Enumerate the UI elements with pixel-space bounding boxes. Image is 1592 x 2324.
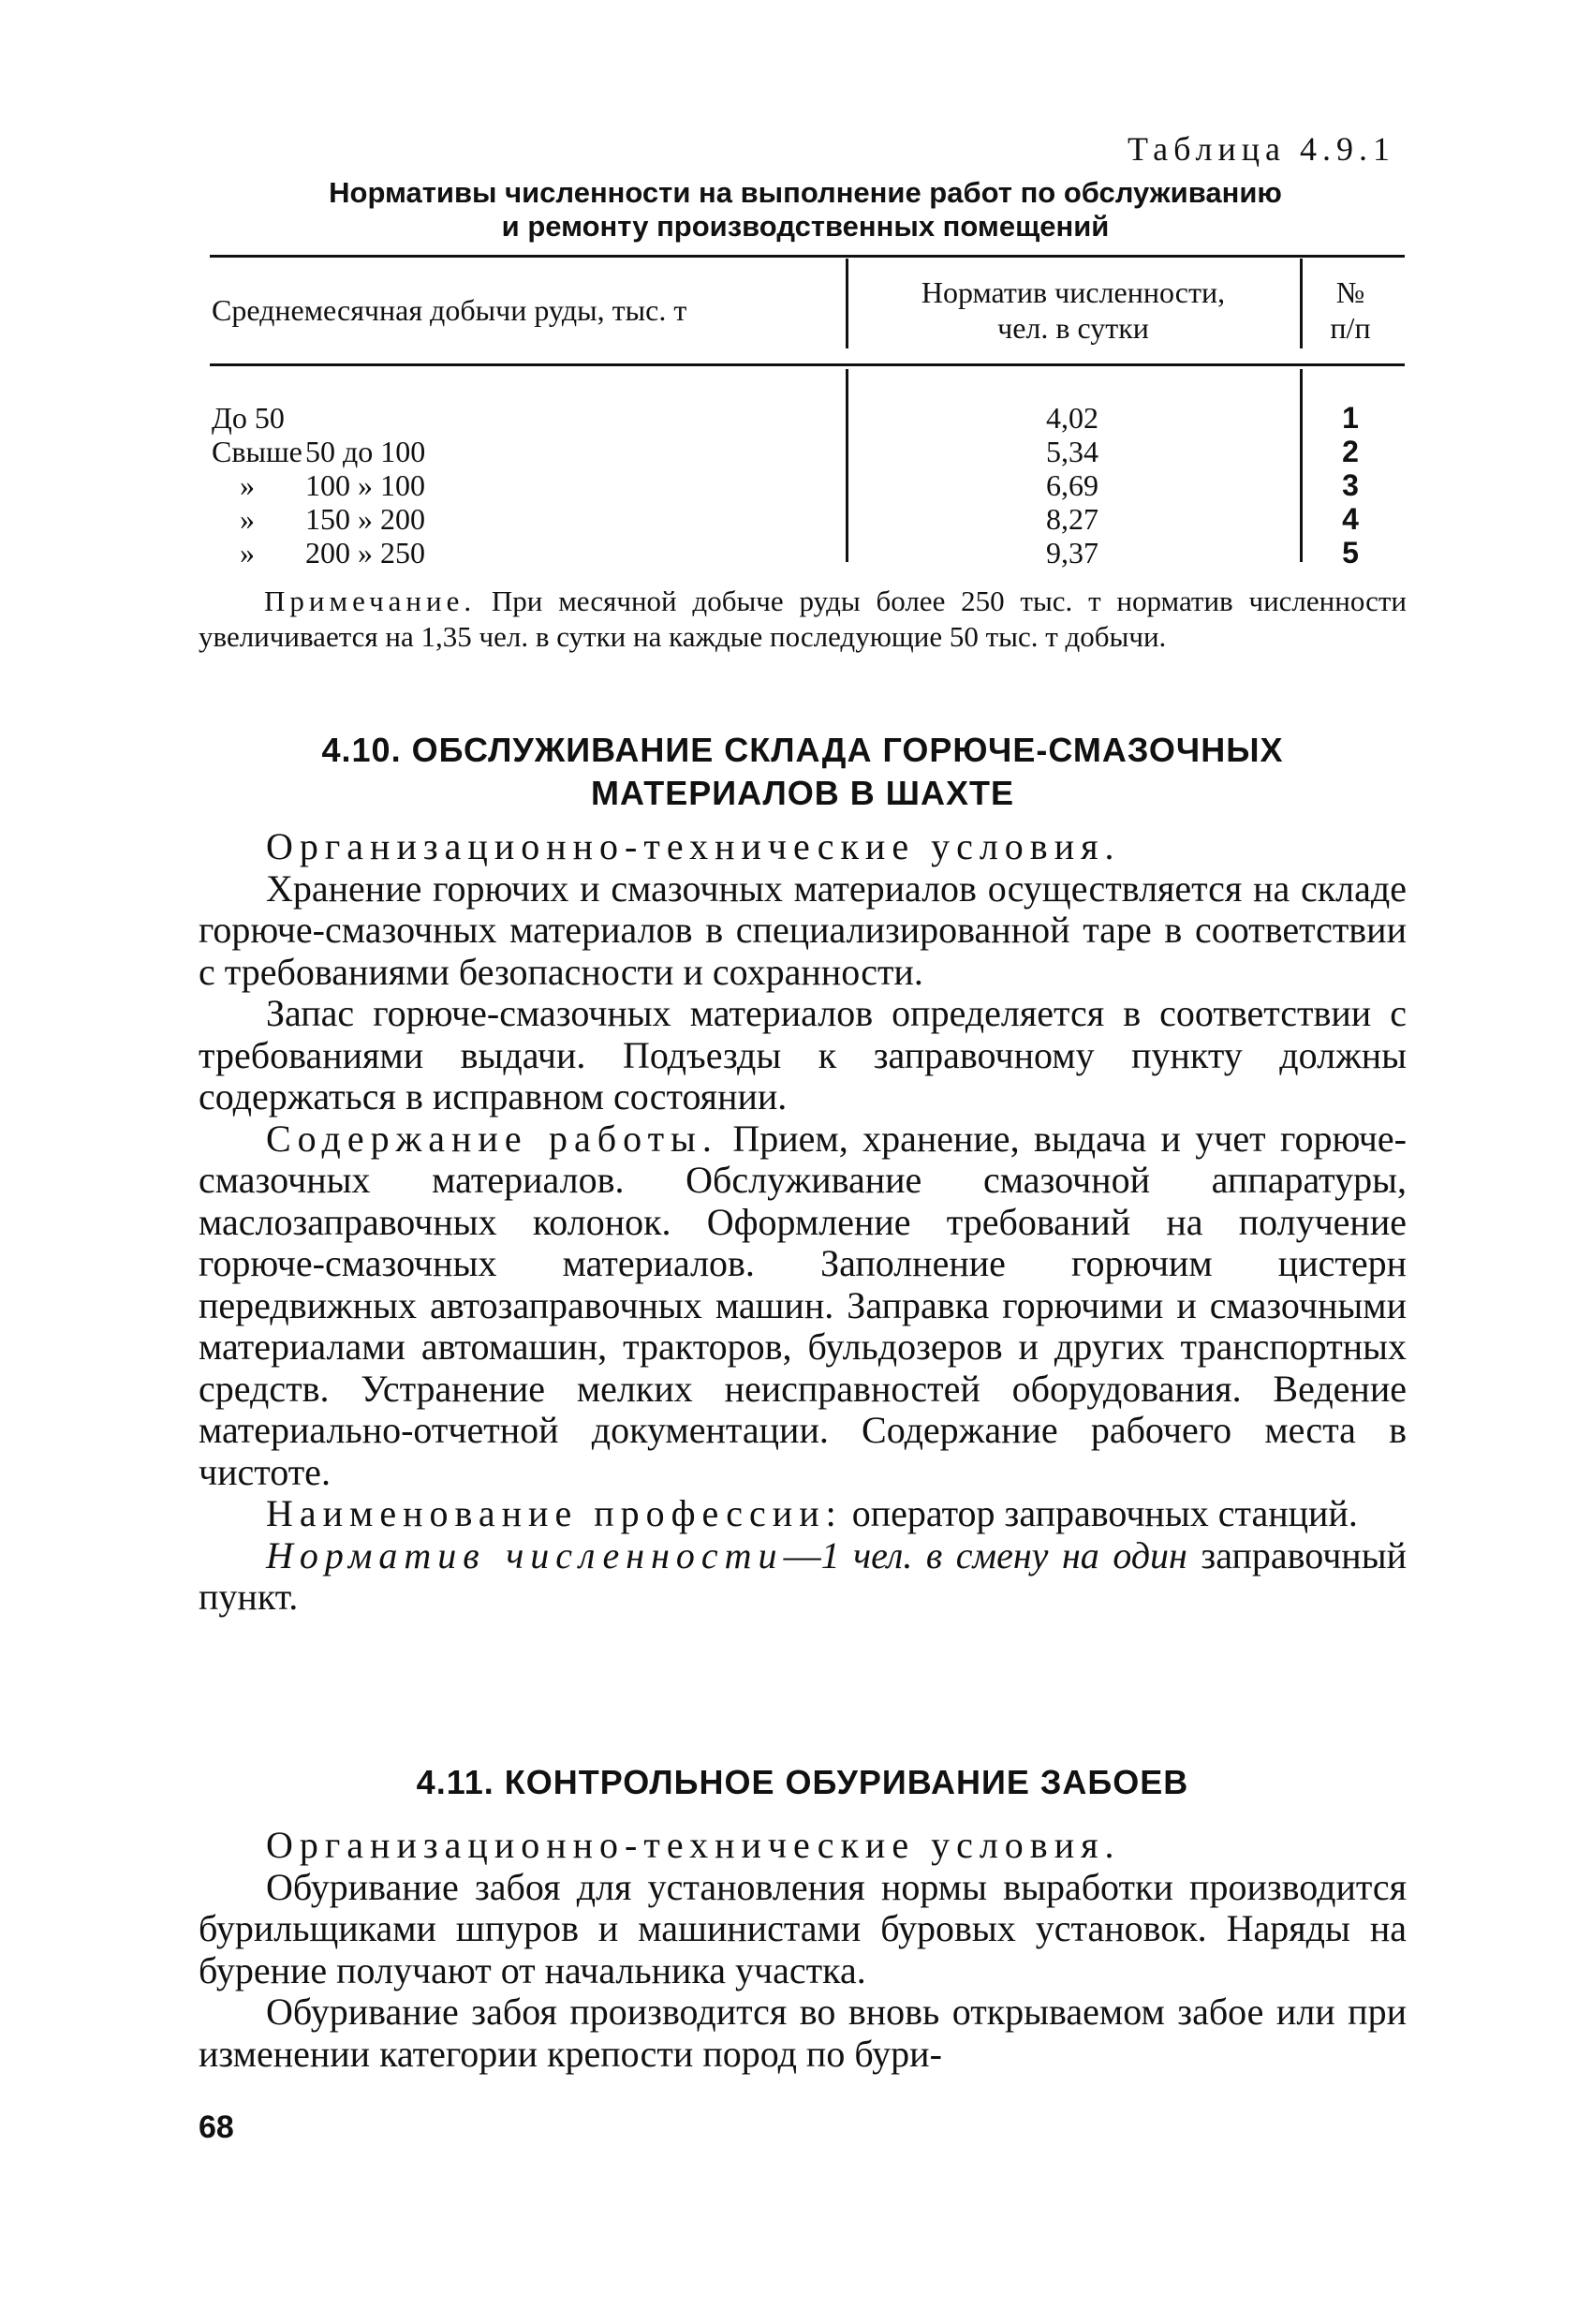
section-4-11-paragraph-2: Обуривание забоя производится во вновь открываемом забое или при изменении категории крепости пород по бури- <box>199 1991 1407 2075</box>
norm-dash: — <box>783 1533 821 1576</box>
section-4-11-org-label: Организационно-технические условия. <box>266 1824 1121 1866</box>
table-column-staff-norms <box>848 401 1297 570</box>
table-header-row-number-line-2: п/п <box>1330 311 1371 345</box>
table-top-rule <box>210 255 1405 258</box>
row-number: 2 <box>1342 435 1359 468</box>
range-value: 100 » 100 <box>305 468 425 502</box>
table-title <box>206 176 1405 244</box>
section-4-10-title-line-1: 4.10. ОБСЛУЖИВАНИЕ СКЛАДА ГОРЮЧЕ-СМАЗОЧНЫХ <box>321 731 1284 769</box>
table-header-ore-output: Среднемесячная добычи руды, тыс. т <box>212 293 687 327</box>
table-header-row-number <box>1304 274 1397 346</box>
norm-value: 1 чел. в смену на один <box>820 1533 1187 1576</box>
section-4-11-paragraph-1: Обуривание забоя для установления нормы выработки производится бурильщиками шпуров и машинистами буровых установок. Наряды на бурение получают от начальника участка. <box>199 1865 1407 1991</box>
section-4-10-content <box>199 1118 1407 1494</box>
table-header-staff-norm-line-2: чел. в сутки <box>997 311 1149 345</box>
section-4-11-title: 4.11. КОНТРОЛЬНОЕ ОБУРИВАНИЕ ЗАБОЕВ <box>416 1763 1189 1801</box>
content-text: Прием, хранение, выдача и учет горюче-смазочных материалов. Обслуживание смазочной аппаратуры, маслозаправочных колонок. Оформление требований на получение горюче-смазочных материалов. Заполнение горючим цистерн передвижных автозаправочных машин. Заправка горючими и смазочными материалами автомашин, тракторов, бульдозеров и других транспортных средств. Устранение мелких неисправностей оборудования. Ведение материально-отчетной документации. Содержание рабочего места в чистоте. <box>199 1117 1407 1493</box>
table-header-staff-norm <box>848 274 1298 346</box>
table-note-label: Примечание. <box>264 585 477 617</box>
range-prefix: » <box>240 468 255 502</box>
section-4-11-body <box>199 1825 1407 2075</box>
section-4-10-paragraph-1: Хранение горючих и смазочных материалов осуществляется на складе горюче-смазочных материалов в специализированной таре в соответствии с требованиями безопасности и сохранности. <box>199 866 1407 993</box>
section-4-10-org-label: Организационно-технические условия. <box>266 825 1121 867</box>
section-4-10-norm <box>199 1535 1407 1619</box>
table-column-ore-ranges <box>212 401 425 570</box>
norm-label: Норматив численности <box>266 1533 784 1576</box>
row-number: 3 <box>1342 468 1359 502</box>
range-value: 150 » 200 <box>305 502 425 536</box>
staff-norm-value: 6,69 <box>1046 468 1098 502</box>
table-note <box>199 584 1407 655</box>
profession-label: Наименование профессии: <box>266 1492 843 1534</box>
table-body-divider-2 <box>1300 369 1303 562</box>
section-4-10-body <box>199 826 1407 1619</box>
staff-norm-value: 9,37 <box>1046 536 1098 570</box>
table-title-line-2: и ремонту производственных помещений <box>501 210 1110 243</box>
table-row <box>212 502 425 536</box>
table-row <box>212 536 425 570</box>
row-number: 4 <box>1342 502 1359 536</box>
table-note-text: При месячной добыче руды более 250 тыс. т норматив численности увеличивается на 1,35 чел. в сутки на каждые последующие 50 тыс. т добычи. <box>199 585 1408 653</box>
range-prefix: » <box>240 502 255 536</box>
table-header-staff-norm-line-1: Норматив численности, <box>921 275 1226 309</box>
table-title-line-1: Нормативы численности на выполнение работ по обслуживанию <box>329 176 1282 209</box>
range-prefix: Свыше <box>212 435 302 468</box>
table-header-row-number-line-1: № <box>1335 275 1365 309</box>
table-row <box>212 468 425 502</box>
table-header-divider-2 <box>1300 259 1303 348</box>
table-row <box>212 401 425 435</box>
staff-norm-value: 4,02 <box>1046 401 1098 435</box>
table-label: Таблица 4.9.1 <box>1128 130 1395 168</box>
staff-norm-value: 8,27 <box>1046 502 1098 536</box>
section-4-10-title-line-2: МАТЕРИАЛОВ В ШАХТЕ <box>591 774 1014 812</box>
section-4-10-profession <box>199 1493 1407 1535</box>
range-value: 50 до 100 <box>305 435 426 468</box>
page-number: 68 <box>199 2109 234 2145</box>
profession-text: оператор заправочных станций. <box>851 1492 1358 1534</box>
table-column-row-numbers <box>1304 401 1397 570</box>
content-label: Содержание работы. <box>266 1117 718 1160</box>
section-4-10-paragraph-2: Запас горюче-смазочных материалов определяется в соответствии с требованиями выдачи. Подъезды к заправочному пункту должны содержаться в исправном состоянии. <box>199 992 1407 1118</box>
table-header-rule <box>210 363 1405 366</box>
row-number: 1 <box>1342 401 1359 435</box>
section-4-10-title <box>199 729 1407 815</box>
row-number: 5 <box>1342 536 1359 570</box>
range-prefix: До 50 <box>212 401 285 435</box>
range-prefix: » <box>240 536 255 570</box>
staff-norm-value: 5,34 <box>1046 435 1098 468</box>
norm-tail: заправочный пункт. <box>199 1533 1407 1618</box>
table-row <box>212 435 425 468</box>
range-value: 200 » 250 <box>305 536 425 570</box>
